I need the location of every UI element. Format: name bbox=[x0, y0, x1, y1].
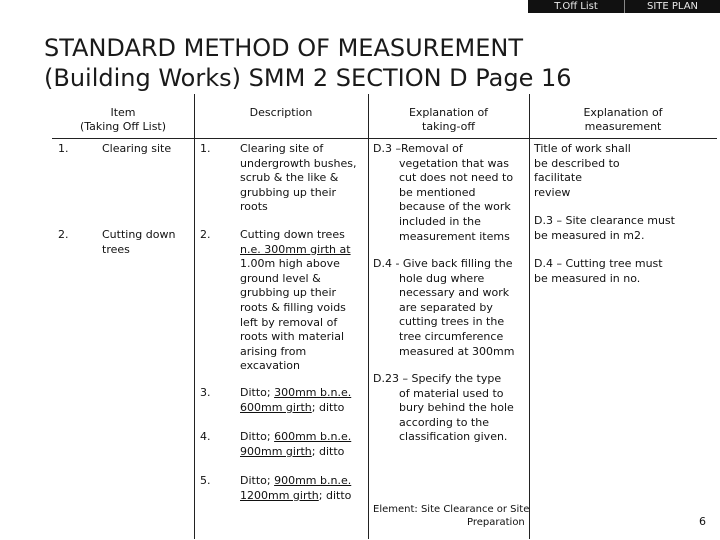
header-description: Description bbox=[249, 106, 313, 119]
underlined: 300mm b.n.e. bbox=[274, 386, 352, 399]
description-number: 4. bbox=[200, 430, 211, 443]
line: 1.00m high above bbox=[240, 257, 340, 271]
description-text bbox=[240, 386, 351, 415]
item-name-line-2: trees bbox=[102, 242, 130, 256]
line: cutting trees in the bbox=[399, 315, 505, 329]
header-measure-line-1: Explanation of bbox=[583, 106, 663, 119]
element-label bbox=[373, 503, 531, 529]
line: ground level & bbox=[240, 271, 321, 285]
line: excavation bbox=[240, 359, 301, 373]
description-text bbox=[240, 142, 356, 215]
item-number: 1. bbox=[58, 142, 69, 155]
line: be described to bbox=[534, 156, 620, 170]
line: D.4 - Give back filling the bbox=[373, 257, 513, 270]
line: of material used to bbox=[399, 386, 504, 400]
line: Clearing site of bbox=[240, 142, 324, 155]
header-measure-line-2: measurement bbox=[584, 120, 662, 133]
line: grubbing up their bbox=[240, 185, 337, 199]
description-text bbox=[240, 228, 351, 374]
line: Title of work shall bbox=[534, 142, 631, 155]
suffix: ; ditto bbox=[318, 488, 352, 502]
description-number: 5. bbox=[200, 474, 211, 487]
line: review bbox=[534, 185, 571, 199]
line: because of the work bbox=[399, 200, 511, 214]
element-line-1: Element: Site Clearance or Site bbox=[373, 504, 530, 515]
line: classification given. bbox=[399, 430, 508, 444]
prefix: Ditto; bbox=[240, 386, 275, 399]
line: roots with material bbox=[240, 330, 345, 344]
suffix: ; ditto bbox=[311, 400, 345, 414]
title-line-2: (Building Works) SMM 2 SECTION D Page 16 bbox=[44, 64, 572, 92]
top-navigation bbox=[528, 0, 720, 13]
line: hole dug where bbox=[399, 271, 485, 285]
measurement-note bbox=[534, 142, 714, 200]
line: grubbing up their bbox=[240, 286, 337, 300]
line: included in the bbox=[399, 214, 481, 228]
line: measured at 300mm bbox=[399, 344, 515, 358]
measurement-note bbox=[534, 257, 714, 286]
description-number: 1. bbox=[200, 142, 211, 155]
line: according to the bbox=[399, 415, 489, 429]
item-name bbox=[102, 228, 175, 257]
item-name: Clearing site bbox=[102, 142, 172, 155]
line: measurement items bbox=[399, 229, 510, 243]
page-title bbox=[44, 33, 572, 93]
line: roots bbox=[240, 200, 268, 214]
item-name-line-1: Cutting down bbox=[102, 228, 176, 241]
header-divider bbox=[52, 138, 717, 139]
title-line-1: STANDARD METHOD OF MEASUREMENT bbox=[44, 34, 523, 62]
line: D.4 – Cutting tree must bbox=[534, 257, 663, 270]
prefix: Ditto; bbox=[240, 430, 275, 443]
prefix: Ditto; bbox=[240, 474, 275, 487]
measurement-note bbox=[534, 214, 714, 243]
underlined: 900mm b.n.e. bbox=[274, 474, 352, 487]
taking-off-note bbox=[373, 142, 531, 244]
line: scrub & the like & bbox=[240, 171, 339, 185]
line: be measured in no. bbox=[534, 271, 641, 285]
tab-t-off-list[interactable]: T.Off List bbox=[528, 0, 625, 13]
line: facilitate bbox=[534, 171, 582, 185]
header-taking-line-1: Explanation of bbox=[408, 106, 489, 119]
line: Cutting down trees bbox=[240, 228, 345, 241]
element-line-2: Preparation bbox=[467, 517, 525, 528]
column-divider bbox=[368, 94, 369, 539]
line: roots & filling voids bbox=[240, 300, 346, 314]
underlined: 600mm girth bbox=[240, 400, 312, 414]
underlined: 900mm girth bbox=[240, 444, 312, 458]
line: vegetation that was bbox=[399, 156, 509, 170]
page-number: 6 bbox=[699, 515, 706, 528]
item-number: 2. bbox=[58, 228, 69, 241]
line: bury behind the hole bbox=[399, 401, 514, 415]
line: be mentioned bbox=[399, 185, 476, 199]
line: be measured in m2. bbox=[534, 228, 645, 242]
line: arising from bbox=[240, 344, 307, 358]
line: left by removal of bbox=[240, 315, 338, 329]
header-item-line-1: Item bbox=[110, 106, 136, 119]
line: D.23 – Specify the type bbox=[373, 372, 502, 385]
measurement-table bbox=[52, 94, 717, 534]
header-taking-off bbox=[368, 106, 529, 134]
underlined: 1200mm girth bbox=[240, 488, 319, 502]
line: are separated by bbox=[399, 300, 493, 314]
header-taking-line-2: taking-off bbox=[422, 120, 475, 133]
line: D.3 – Site clearance must bbox=[534, 214, 675, 227]
line-underlined: n.e. 300mm girth at bbox=[240, 242, 351, 256]
line: tree circumference bbox=[399, 329, 504, 343]
column-divider bbox=[194, 94, 195, 539]
header-measurement bbox=[529, 106, 717, 134]
suffix: ; ditto bbox=[311, 444, 345, 458]
underlined: 600mm b.n.e. bbox=[274, 430, 352, 443]
tab-site-plan[interactable]: SITE PLAN bbox=[646, 1, 699, 12]
description-number: 3. bbox=[200, 386, 211, 399]
line: undergrowth bushes, bbox=[240, 156, 357, 170]
description-number: 2. bbox=[200, 228, 211, 241]
header-item-line-2: (Taking Off List) bbox=[79, 120, 167, 133]
description-text bbox=[240, 430, 351, 459]
line: necessary and work bbox=[399, 286, 510, 300]
taking-off-note bbox=[373, 372, 531, 445]
line: cut does not need to bbox=[399, 171, 514, 185]
line: D.3 –Removal of bbox=[373, 142, 463, 155]
taking-off-note bbox=[373, 257, 531, 359]
description-text bbox=[240, 474, 351, 503]
header-item bbox=[52, 106, 194, 134]
